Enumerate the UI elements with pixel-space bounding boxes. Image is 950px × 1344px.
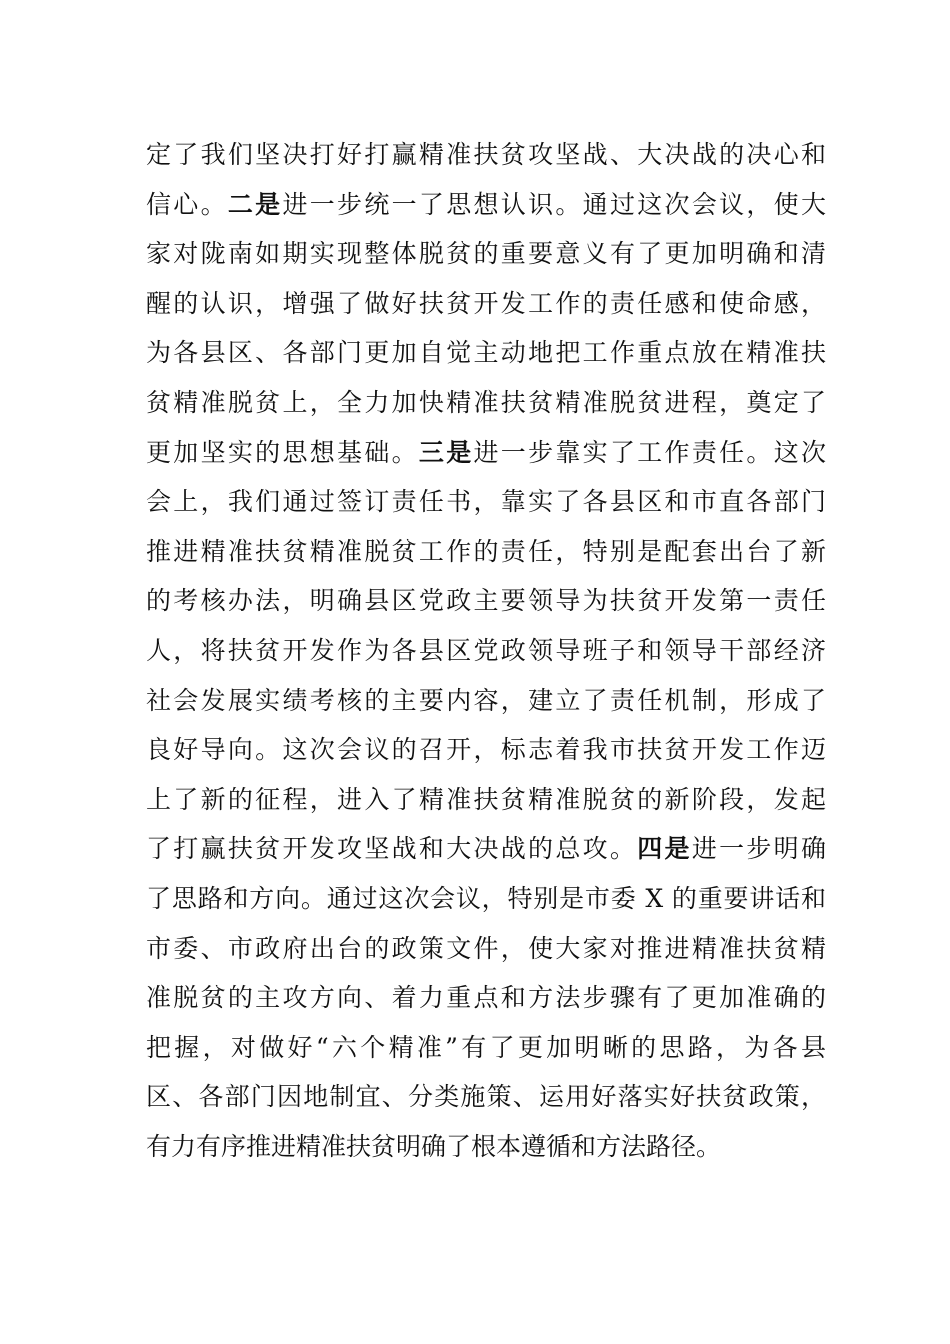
text-run: 会上，我们通过签订责任书，靠实了各县区和市直各部门 xyxy=(146,487,826,517)
text-run: 社会发展实绩考核的主要内容，建立了责任机制，形成了 xyxy=(146,685,826,715)
text-line xyxy=(146,775,826,825)
text-run: 上了新的征程，进入了精准扶贫精准脱贫的新阶段，发起 xyxy=(146,784,826,814)
text-run: 信心。 xyxy=(146,189,228,219)
text-run: 了思路和方向。通过这次会议，特别是市委 X 的重要讲话和 xyxy=(146,883,826,913)
text-run: 市委、市政府出台的政策文件，使大家对推进精准扶贫精 xyxy=(146,933,826,963)
text-run: 贫精准脱贫上，全力加快精准扶贫精准脱贫进程，奠定了 xyxy=(146,387,826,417)
text-line xyxy=(146,924,826,974)
body-paragraph xyxy=(146,130,826,1171)
text-run: 的考核办法，明确县区党政主要领导为扶贫开发第一责任 xyxy=(146,586,826,616)
text-run: 醒的认识，增强了做好扶贫开发工作的责任感和使命感， xyxy=(146,288,826,318)
text-run: 进一步靠实了工作责任。这次 xyxy=(473,437,826,467)
text-line xyxy=(146,973,826,1023)
bold-lead-phrase: 三是 xyxy=(418,437,474,467)
bold-lead-phrase: 四是 xyxy=(637,834,692,864)
text-line xyxy=(146,824,826,874)
text-run: 人，将扶贫开发作为各县区党政领导班子和领导干部经济 xyxy=(146,635,826,665)
text-line xyxy=(146,527,826,577)
text-line xyxy=(146,1072,826,1122)
text-run: 家对陇南如期实现整体脱贫的重要意义有了更加明确和清 xyxy=(146,239,826,269)
text-line xyxy=(146,130,826,180)
text-run: 良好导向。这次会议的召开，标志着我市扶贫开发工作迈 xyxy=(146,735,826,765)
text-line xyxy=(146,874,826,924)
text-line xyxy=(146,725,826,775)
text-run: 为各县区、各部门更加自觉主动地把工作重点放在精准扶 xyxy=(146,338,826,368)
bold-lead-phrase: 二是 xyxy=(227,189,283,219)
text-line xyxy=(146,676,826,726)
text-line xyxy=(146,428,826,478)
text-run: 有力有序推进精准扶贫明确了根本遵循和方法路径。 xyxy=(146,1131,722,1161)
text-run: 区、各部门因地制宜、分类施策、运用好落实好扶贫政策， xyxy=(146,1082,826,1112)
text-run: 了打赢扶贫开发攻坚战和大决战的总攻。 xyxy=(146,834,638,864)
text-line xyxy=(146,180,826,230)
text-line xyxy=(146,576,826,626)
text-line xyxy=(146,229,826,279)
text-line xyxy=(146,477,826,527)
text-run: 推进精准扶贫精准脱贫工作的责任，特别是配套出台了新 xyxy=(146,536,826,566)
text-run: 更加坚实的思想基础。 xyxy=(146,437,419,467)
text-line xyxy=(146,328,826,378)
text-run: 定了我们坚决打好打赢精准扶贫攻坚战、大决战的决心和 xyxy=(146,140,826,169)
text-run: 把握，对做好“六个精准”有了更加明晰的思路，为各县 xyxy=(146,1032,826,1062)
text-line xyxy=(146,1023,826,1073)
text-line xyxy=(146,626,826,676)
text-run: 准脱贫的主攻方向、着力重点和方法步骤有了更加准确的 xyxy=(146,983,826,1013)
text-line xyxy=(146,378,826,428)
text-line xyxy=(146,279,826,329)
text-line xyxy=(146,1122,826,1172)
text-run: 进一步明确 xyxy=(691,834,826,864)
text-run: 进一步统一了思想认识。通过这次会议，使大 xyxy=(282,189,826,219)
